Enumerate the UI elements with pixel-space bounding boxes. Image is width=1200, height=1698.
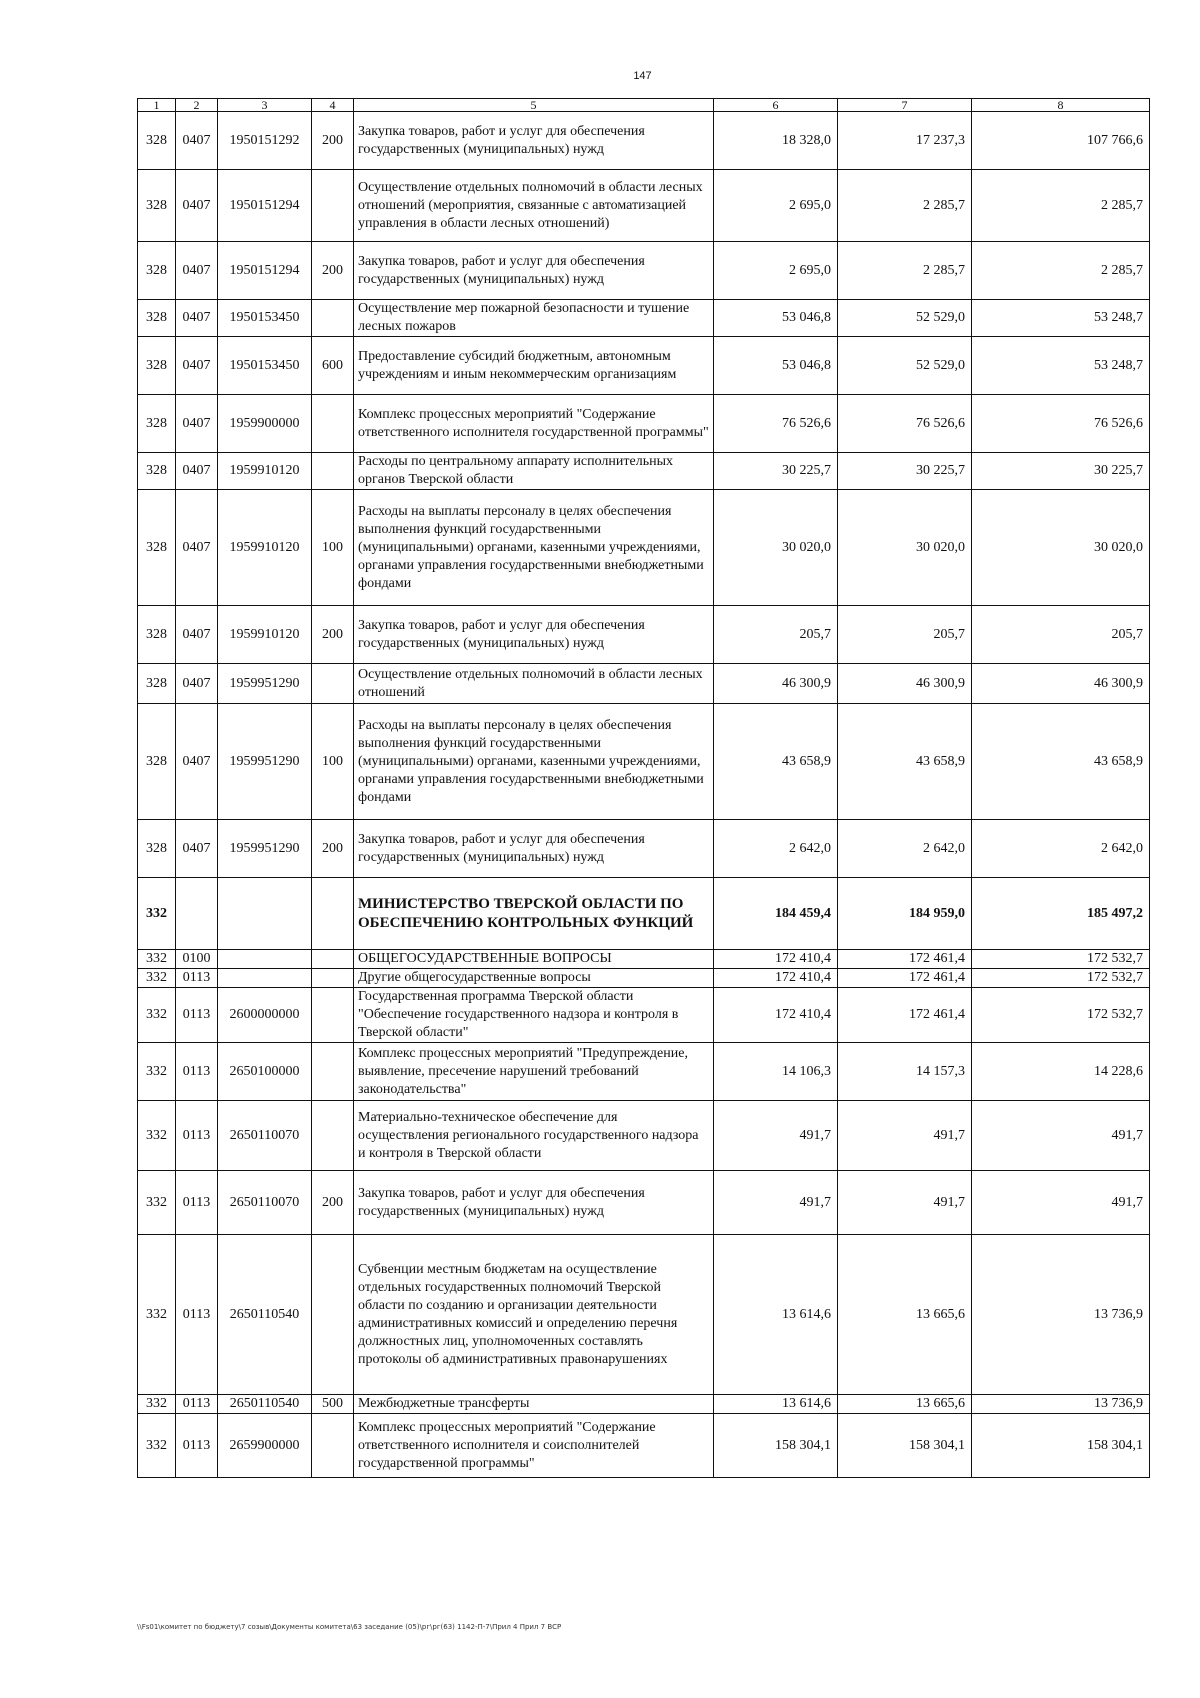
column-number-header	[138, 99, 1150, 112]
cell-amount-1: 172 410,4	[714, 950, 838, 969]
cell-name: Закупка товаров, работ и услуг для обеспечения государственных (муниципальных) нужд	[354, 242, 714, 300]
cell-amount-1: 184 459,4	[714, 878, 838, 950]
cell-target: 1950153450	[218, 300, 312, 337]
cell-admin: 332	[138, 878, 176, 950]
cell-amount-1: 30 225,7	[714, 453, 838, 490]
column-header: 7	[838, 99, 972, 112]
cell-amount-3: 53 248,7	[972, 337, 1150, 395]
cell-target: 2650110540	[218, 1235, 312, 1395]
cell-section: 0407	[176, 170, 218, 242]
cell-amount-1: 2 695,0	[714, 242, 838, 300]
cell-amount-1: 18 328,0	[714, 112, 838, 170]
cell-amount-3: 172 532,7	[972, 969, 1150, 988]
cell-admin: 332	[138, 950, 176, 969]
table-row	[138, 453, 1150, 490]
cell-amount-1: 46 300,9	[714, 664, 838, 704]
cell-amount-1: 76 526,6	[714, 395, 838, 453]
cell-name: Осуществление отдельных полномочий в области лесных отношений	[354, 664, 714, 704]
cell-admin: 328	[138, 664, 176, 704]
cell-section: 0113	[176, 1043, 218, 1101]
cell-amount-2: 491,7	[838, 1171, 972, 1235]
cell-admin: 328	[138, 300, 176, 337]
cell-section: 0407	[176, 242, 218, 300]
column-header: 1	[138, 99, 176, 112]
cell-section: 0407	[176, 395, 218, 453]
cell-section: 0113	[176, 1395, 218, 1414]
cell-expense-type: 200	[312, 820, 354, 878]
cell-expense-type	[312, 300, 354, 337]
cell-expense-type	[312, 969, 354, 988]
table-row	[138, 1171, 1150, 1235]
cell-target: 1959910120	[218, 453, 312, 490]
cell-amount-2: 2 285,7	[838, 170, 972, 242]
cell-section: 0113	[176, 1101, 218, 1171]
cell-amount-1: 491,7	[714, 1101, 838, 1171]
cell-amount-2: 172 461,4	[838, 969, 972, 988]
cell-amount-1: 53 046,8	[714, 337, 838, 395]
cell-amount-3: 172 532,7	[972, 988, 1150, 1043]
cell-amount-1: 2 695,0	[714, 170, 838, 242]
cell-amount-3: 107 766,6	[972, 112, 1150, 170]
cell-amount-1: 13 614,6	[714, 1235, 838, 1395]
cell-amount-3: 158 304,1	[972, 1414, 1150, 1478]
cell-amount-3: 43 658,9	[972, 704, 1150, 820]
column-header: 3	[218, 99, 312, 112]
cell-target: 1950151294	[218, 242, 312, 300]
cell-name: Осуществление мер пожарной безопасности и тушение лесных пожаров	[354, 300, 714, 337]
table-row	[138, 606, 1150, 664]
column-header: 8	[972, 99, 1150, 112]
cell-expense-type	[312, 453, 354, 490]
cell-section: 0407	[176, 337, 218, 395]
cell-name: Комплекс процессных мероприятий "Предупреждение, выявление, пресечение нарушений требований законодательства"	[354, 1043, 714, 1101]
table-row	[138, 1101, 1150, 1171]
table-row	[138, 878, 1150, 950]
cell-target: 2650110540	[218, 1395, 312, 1414]
cell-amount-1: 30 020,0	[714, 490, 838, 606]
cell-expense-type: 200	[312, 242, 354, 300]
cell-expense-type	[312, 950, 354, 969]
cell-target: 1959910120	[218, 490, 312, 606]
cell-expense-type: 500	[312, 1395, 354, 1414]
cell-section: 0113	[176, 1171, 218, 1235]
column-header: 2	[176, 99, 218, 112]
cell-name: Материально-техническое обеспечение для осуществления регионального государственного надзора и контроля в Тверской области	[354, 1101, 714, 1171]
cell-amount-2: 30 225,7	[838, 453, 972, 490]
cell-admin: 328	[138, 820, 176, 878]
table-row	[138, 1235, 1150, 1395]
cell-target: 1959951290	[218, 704, 312, 820]
cell-admin: 328	[138, 337, 176, 395]
cell-target: 2650100000	[218, 1043, 312, 1101]
cell-target: 2659900000	[218, 1414, 312, 1478]
cell-section: 0407	[176, 300, 218, 337]
cell-amount-2: 52 529,0	[838, 300, 972, 337]
page-number: 147	[633, 70, 652, 82]
cell-admin: 328	[138, 395, 176, 453]
cell-expense-type: 200	[312, 606, 354, 664]
cell-section: 0100	[176, 950, 218, 969]
cell-amount-3: 2 642,0	[972, 820, 1150, 878]
cell-amount-1: 205,7	[714, 606, 838, 664]
cell-amount-2: 43 658,9	[838, 704, 972, 820]
cell-admin: 332	[138, 1395, 176, 1414]
cell-expense-type	[312, 988, 354, 1043]
table-row	[138, 1414, 1150, 1478]
cell-admin: 328	[138, 242, 176, 300]
cell-name: Комплекс процессных мероприятий "Содержание ответственного исполнителя государственной программы"	[354, 395, 714, 453]
cell-section: 0113	[176, 988, 218, 1043]
cell-target	[218, 878, 312, 950]
cell-admin: 328	[138, 112, 176, 170]
cell-name: Предоставление субсидий бюджетным, автономным учреждениям и иным некоммерческим организациям	[354, 337, 714, 395]
cell-amount-3: 2 285,7	[972, 170, 1150, 242]
cell-target: 2650110070	[218, 1101, 312, 1171]
cell-name: Закупка товаров, работ и услуг для обеспечения государственных (муниципальных) нужд	[354, 1171, 714, 1235]
cell-amount-1: 2 642,0	[714, 820, 838, 878]
cell-target: 1950151292	[218, 112, 312, 170]
cell-name: Государственная программа Тверской области "Обеспечение государственного надзора и контроля в Тверской области"	[354, 988, 714, 1043]
cell-amount-2: 2 285,7	[838, 242, 972, 300]
table-row	[138, 242, 1150, 300]
cell-expense-type	[312, 395, 354, 453]
cell-amount-2: 13 665,6	[838, 1235, 972, 1395]
cell-amount-2: 14 157,3	[838, 1043, 972, 1101]
cell-section: 0113	[176, 1414, 218, 1478]
table-row	[138, 820, 1150, 878]
cell-admin: 332	[138, 969, 176, 988]
cell-name: Субвенции местным бюджетам на осуществление отдельных государственных полномочий Тверской области по созданию и организации деятельности административных комиссий и определению перечня должностных лиц, уполномоченных составлять протоколы об административных правонарушениях	[354, 1235, 714, 1395]
cell-target	[218, 969, 312, 988]
cell-amount-3: 13 736,9	[972, 1395, 1150, 1414]
cell-expense-type: 200	[312, 1171, 354, 1235]
cell-name: Межбюджетные трансферты	[354, 1395, 714, 1414]
cell-expense-type	[312, 1235, 354, 1395]
cell-amount-3: 491,7	[972, 1171, 1150, 1235]
table-row	[138, 664, 1150, 704]
table-row	[138, 988, 1150, 1043]
cell-amount-3: 205,7	[972, 606, 1150, 664]
cell-section: 0407	[176, 820, 218, 878]
cell-admin: 332	[138, 1171, 176, 1235]
table-row	[138, 950, 1150, 969]
cell-section: 0407	[176, 490, 218, 606]
cell-amount-2: 30 020,0	[838, 490, 972, 606]
cell-section: 0113	[176, 969, 218, 988]
cell-expense-type: 200	[312, 112, 354, 170]
cell-amount-3: 30 020,0	[972, 490, 1150, 606]
cell-name: Расходы на выплаты персоналу в целях обеспечения выполнения функций государственными (муниципальными) органами, казенными учреждениями, органами управления государственными внебюджетными фондами	[354, 704, 714, 820]
table-row	[138, 112, 1150, 170]
cell-amount-3: 76 526,6	[972, 395, 1150, 453]
cell-amount-1: 491,7	[714, 1171, 838, 1235]
cell-name: Расходы на выплаты персоналу в целях обеспечения выполнения функций государственными (муниципальными) органами, казенными учреждениями, органами управления государственными внебюджетными фондами	[354, 490, 714, 606]
cell-amount-1: 13 614,6	[714, 1395, 838, 1414]
cell-amount-2: 184 959,0	[838, 878, 972, 950]
cell-amount-2: 172 461,4	[838, 950, 972, 969]
cell-target	[218, 950, 312, 969]
cell-admin: 328	[138, 170, 176, 242]
cell-name: Закупка товаров, работ и услуг для обеспечения государственных (муниципальных) нужд	[354, 606, 714, 664]
table-row	[138, 300, 1150, 337]
cell-admin: 332	[138, 1235, 176, 1395]
table-row	[138, 170, 1150, 242]
column-header: 4	[312, 99, 354, 112]
cell-admin: 332	[138, 1043, 176, 1101]
cell-name: ОБЩЕГОСУДАРСТВЕННЫЕ ВОПРОСЫ	[354, 950, 714, 969]
cell-amount-2: 76 526,6	[838, 395, 972, 453]
cell-amount-2: 2 642,0	[838, 820, 972, 878]
table-row	[138, 395, 1150, 453]
cell-admin: 332	[138, 988, 176, 1043]
cell-amount-3: 2 285,7	[972, 242, 1150, 300]
cell-amount-1: 172 410,4	[714, 969, 838, 988]
cell-amount-1: 172 410,4	[714, 988, 838, 1043]
budget-table	[137, 98, 1150, 1478]
cell-amount-1: 158 304,1	[714, 1414, 838, 1478]
cell-amount-2: 52 529,0	[838, 337, 972, 395]
cell-expense-type	[312, 664, 354, 704]
cell-amount-2: 13 665,6	[838, 1395, 972, 1414]
cell-target: 1959900000	[218, 395, 312, 453]
cell-name: Закупка товаров, работ и услуг для обеспечения государственных (муниципальных) нужд	[354, 112, 714, 170]
cell-amount-3: 30 225,7	[972, 453, 1150, 490]
cell-target: 2650110070	[218, 1171, 312, 1235]
cell-target: 1959910120	[218, 606, 312, 664]
column-header: 6	[714, 99, 838, 112]
table-row	[138, 969, 1150, 988]
table-row	[138, 490, 1150, 606]
cell-amount-3: 53 248,7	[972, 300, 1150, 337]
cell-amount-2: 205,7	[838, 606, 972, 664]
cell-amount-3: 172 532,7	[972, 950, 1150, 969]
cell-amount-1: 53 046,8	[714, 300, 838, 337]
cell-amount-2: 172 461,4	[838, 988, 972, 1043]
column-header: 5	[354, 99, 714, 112]
cell-section: 0407	[176, 453, 218, 490]
table-row	[138, 704, 1150, 820]
cell-expense-type	[312, 878, 354, 950]
cell-amount-3: 491,7	[972, 1101, 1150, 1171]
cell-amount-2: 46 300,9	[838, 664, 972, 704]
cell-target: 1950151294	[218, 170, 312, 242]
cell-name: МИНИСТЕРСТВО ТВЕРСКОЙ ОБЛАСТИ ПО ОБЕСПЕЧЕНИЮ КОНТРОЛЬНЫХ ФУНКЦИЙ	[354, 878, 714, 950]
cell-expense-type	[312, 1043, 354, 1101]
table-row	[138, 1395, 1150, 1414]
cell-name: Закупка товаров, работ и услуг для обеспечения государственных (муниципальных) нужд	[354, 820, 714, 878]
cell-expense-type	[312, 1414, 354, 1478]
cell-target: 1950153450	[218, 337, 312, 395]
cell-section	[176, 878, 218, 950]
cell-section: 0407	[176, 112, 218, 170]
cell-admin: 328	[138, 490, 176, 606]
file-path-footer: \\Fs01\комитет по бюджету\7 созыв\Документы комитета\63 заседание (05)\рг\рг(63) 1142-П-7\Прил 4 Прил 7 ВСР	[137, 1623, 562, 1631]
cell-amount-3: 46 300,9	[972, 664, 1150, 704]
cell-expense-type: 600	[312, 337, 354, 395]
cell-amount-2: 158 304,1	[838, 1414, 972, 1478]
cell-admin: 332	[138, 1414, 176, 1478]
cell-admin: 332	[138, 1101, 176, 1171]
table-row	[138, 1043, 1150, 1101]
cell-amount-3: 14 228,6	[972, 1043, 1150, 1101]
cell-target: 2600000000	[218, 988, 312, 1043]
cell-name: Расходы по центральному аппарату исполнительных органов Тверской области	[354, 453, 714, 490]
cell-section: 0407	[176, 606, 218, 664]
cell-admin: 328	[138, 606, 176, 664]
cell-amount-3: 185 497,2	[972, 878, 1150, 950]
cell-section: 0407	[176, 664, 218, 704]
cell-target: 1959951290	[218, 820, 312, 878]
cell-name: Осуществление отдельных полномочий в области лесных отношений (мероприятия, связанные с автоматизацией управления в области лесных отношений)	[354, 170, 714, 242]
table-row	[138, 337, 1150, 395]
cell-admin: 328	[138, 453, 176, 490]
cell-name: Другие общегосударственные вопросы	[354, 969, 714, 988]
cell-expense-type: 100	[312, 490, 354, 606]
cell-expense-type: 100	[312, 704, 354, 820]
cell-amount-2: 17 237,3	[838, 112, 972, 170]
cell-section: 0407	[176, 704, 218, 820]
cell-amount-3: 13 736,9	[972, 1235, 1150, 1395]
cell-expense-type	[312, 1101, 354, 1171]
cell-name: Комплекс процессных мероприятий "Содержание ответственного исполнителя и соисполнителей государственной программы"	[354, 1414, 714, 1478]
cell-amount-1: 43 658,9	[714, 704, 838, 820]
cell-section: 0113	[176, 1235, 218, 1395]
cell-expense-type	[312, 170, 354, 242]
cell-amount-2: 491,7	[838, 1101, 972, 1171]
cell-admin: 328	[138, 704, 176, 820]
cell-amount-1: 14 106,3	[714, 1043, 838, 1101]
cell-target: 1959951290	[218, 664, 312, 704]
